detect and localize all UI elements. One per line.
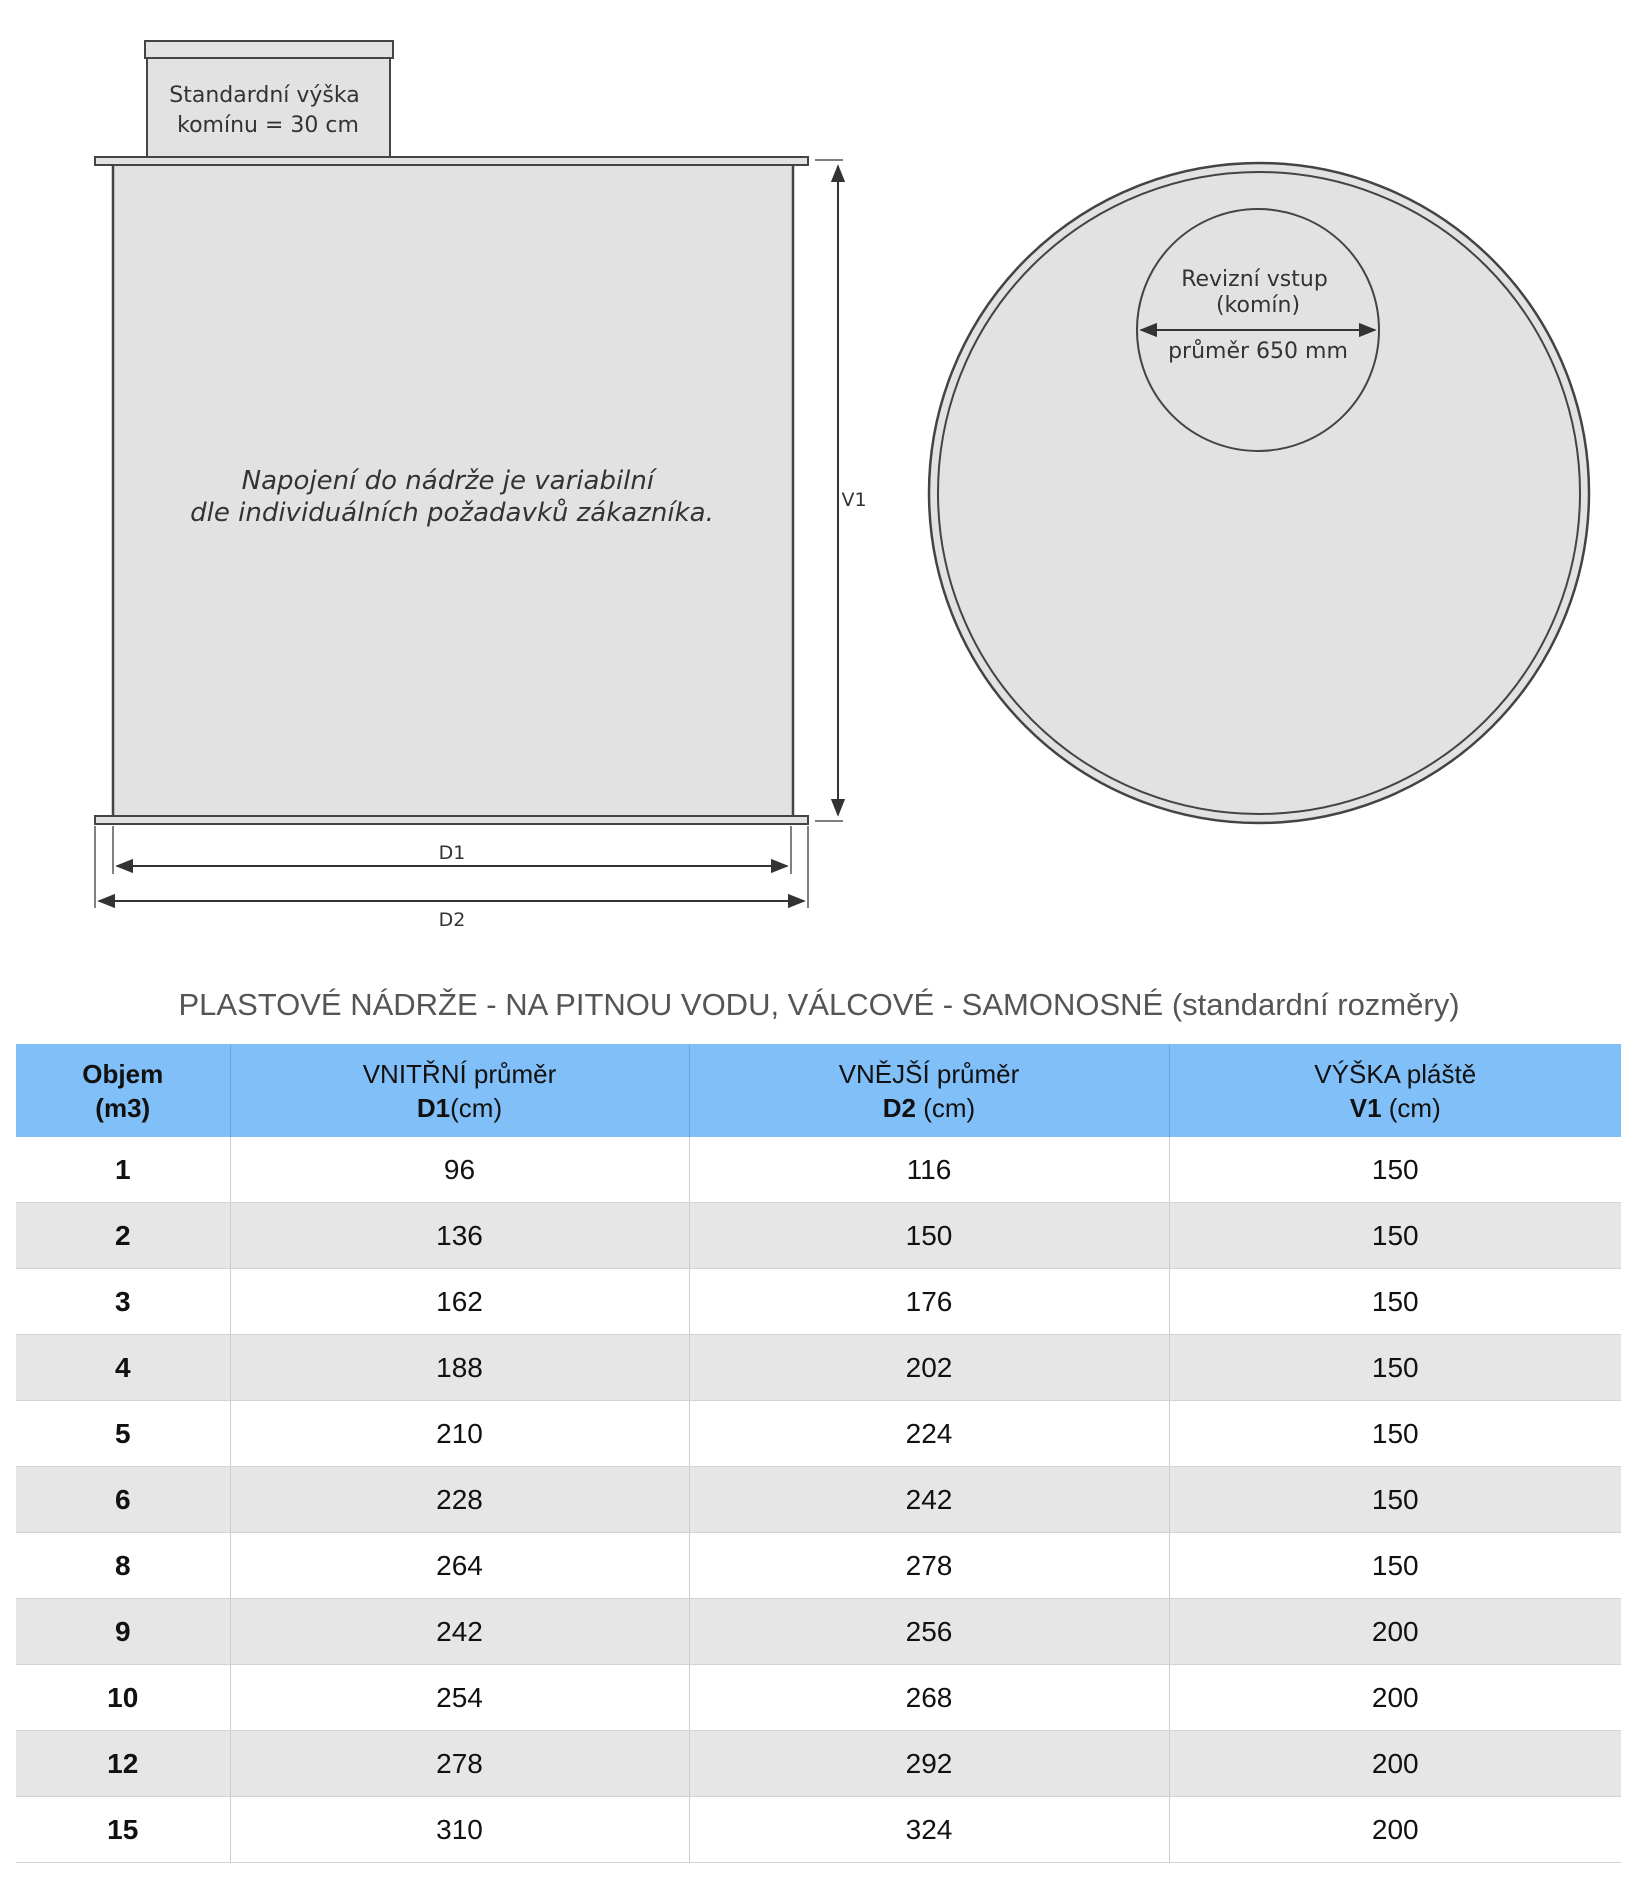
chimney-label: Standardní výška komínu = 30 cm	[169, 83, 360, 138]
cell-height: 150	[1169, 1137, 1621, 1203]
cell-inner-diameter: 264	[230, 1533, 689, 1599]
table-row	[16, 1269, 1621, 1335]
cell-volume: 1	[16, 1137, 230, 1203]
table-header-row	[16, 1044, 1621, 1137]
cell-volume: 5	[16, 1401, 230, 1467]
dimensions-table	[16, 1044, 1621, 1863]
cell-inner-diameter: 96	[230, 1137, 689, 1203]
table-row	[16, 1335, 1621, 1401]
table-row	[16, 1665, 1621, 1731]
cell-inner-diameter: 210	[230, 1401, 689, 1467]
header-inner-diameter: VNITŘNÍ průměr D1(cm)	[230, 1044, 689, 1137]
cell-outer-diameter: 150	[689, 1203, 1169, 1269]
table-row	[16, 1599, 1621, 1665]
cell-outer-diameter: 242	[689, 1467, 1169, 1533]
v1-label: V1	[841, 489, 867, 511]
cell-height: 150	[1169, 1269, 1621, 1335]
cell-outer-diameter: 256	[689, 1599, 1169, 1665]
cell-volume: 12	[16, 1731, 230, 1797]
cell-outer-diameter: 224	[689, 1401, 1169, 1467]
cell-outer-diameter: 268	[689, 1665, 1169, 1731]
cell-height: 200	[1169, 1599, 1621, 1665]
cell-volume: 2	[16, 1203, 230, 1269]
cell-inner-diameter: 278	[230, 1731, 689, 1797]
chimney-cap	[145, 41, 393, 58]
bottom-flange	[95, 816, 808, 824]
cell-outer-diameter: 116	[689, 1137, 1169, 1203]
table-row	[16, 1137, 1621, 1203]
cell-height: 200	[1169, 1797, 1621, 1863]
cell-inner-diameter: 188	[230, 1335, 689, 1401]
top-flange	[95, 157, 808, 165]
inspection-diameter: průměr 650 mm	[1168, 339, 1348, 364]
cell-volume: 8	[16, 1533, 230, 1599]
table-title: PLASTOVÉ NÁDRŽE - NA PITNOU VODU, VÁLCOVÉ - SAMONOSNÉ (standardní rozměry)	[178, 987, 1460, 1022]
header-outer-diameter: VNĚJŠÍ průměr D2 (cm)	[689, 1044, 1169, 1137]
top-view	[929, 163, 1589, 823]
cell-outer-diameter: 202	[689, 1335, 1169, 1401]
header-volume: Objem (m3)	[16, 1044, 230, 1137]
cell-volume: 6	[16, 1467, 230, 1533]
cell-height: 150	[1169, 1467, 1621, 1533]
cell-height: 150	[1169, 1335, 1621, 1401]
cell-volume: 9	[16, 1599, 230, 1665]
table-row	[16, 1533, 1621, 1599]
connection-note: Napojení do nádrže je variabilní dle individuálních požadavků zákazníka.	[190, 466, 714, 528]
d2-label: D2	[438, 909, 466, 931]
cell-volume: 4	[16, 1335, 230, 1401]
table-row	[16, 1203, 1621, 1269]
cell-height: 200	[1169, 1665, 1621, 1731]
cell-inner-diameter: 254	[230, 1665, 689, 1731]
side-view	[95, 41, 867, 931]
table-body	[16, 1137, 1621, 1863]
cell-height: 200	[1169, 1731, 1621, 1797]
header-height: VÝŠKA pláště V1 (cm)	[1169, 1044, 1621, 1137]
cell-volume: 3	[16, 1269, 230, 1335]
cell-height: 150	[1169, 1401, 1621, 1467]
cell-volume: 15	[16, 1797, 230, 1863]
cell-inner-diameter: 242	[230, 1599, 689, 1665]
table-row	[16, 1401, 1621, 1467]
cell-inner-diameter: 162	[230, 1269, 689, 1335]
cell-inner-diameter: 136	[230, 1203, 689, 1269]
cell-inner-diameter: 310	[230, 1797, 689, 1863]
cell-volume: 10	[16, 1665, 230, 1731]
cell-outer-diameter: 278	[689, 1533, 1169, 1599]
d1-label: D1	[438, 842, 466, 864]
cell-outer-diameter: 324	[689, 1797, 1169, 1863]
inspection-label: Revizní vstup (komín)	[1181, 267, 1328, 318]
table-row	[16, 1797, 1621, 1863]
cell-outer-diameter: 176	[689, 1269, 1169, 1335]
cell-outer-diameter: 292	[689, 1731, 1169, 1797]
table-row	[16, 1467, 1621, 1533]
cell-height: 150	[1169, 1533, 1621, 1599]
table-row	[16, 1731, 1621, 1797]
cell-height: 150	[1169, 1203, 1621, 1269]
cell-inner-diameter: 228	[230, 1467, 689, 1533]
